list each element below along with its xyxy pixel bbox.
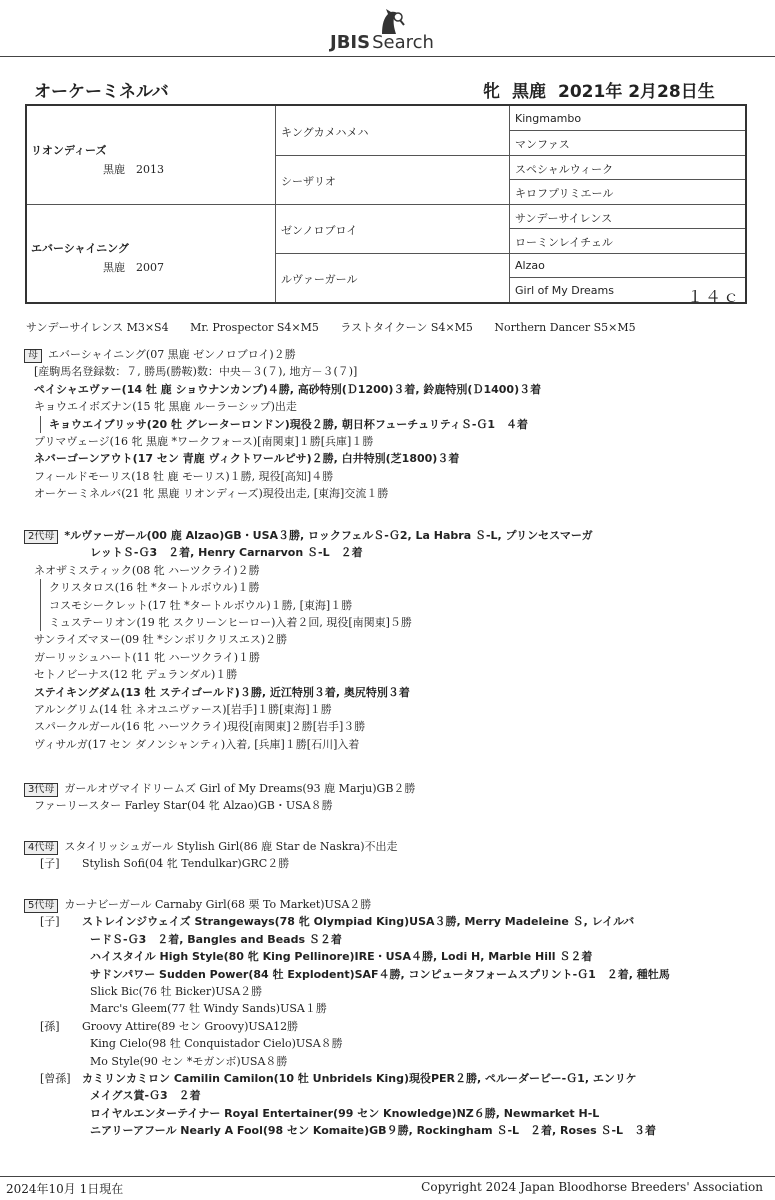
dam-summary: ガールオヴマイドリームズ Girl of My Dreams(93 鹿 Marju)GB２勝 (64, 782, 416, 795)
section-tag: 2代母 (24, 530, 58, 544)
progeny-row: ロイヤルエンターテイナー Royal Entertainer(99 セン Knowledge)NZ６勝, Newmarket H-L (90, 1106, 600, 1120)
progeny-row: ミュステーリオン(19 牝 スクリーンヒーロー)入着２回, 現役[南関東]５勝 (40, 614, 593, 631)
horse-name: オーケーミネルバ (34, 82, 169, 102)
progeny-row: セトノビーナス(12 牝 デュランダル)１勝 (34, 668, 238, 682)
horse-birth: 2021年 2月28日生 (558, 82, 715, 102)
group-label: [子] (40, 915, 60, 929)
ancestor-g3[interactable]: サンデーサイレンス (515, 212, 613, 225)
sire-name: リオンディーズ (31, 144, 107, 157)
progeny-row: ネバーゴーンアウト(17 セン 青鹿 ヴィクトワールピサ)２勝, 白井特別(芝1800)３着 (34, 452, 460, 466)
inbreeding-item: サンデーサイレンス M3×S4 (26, 321, 169, 334)
sire-dam[interactable]: シーザリオ (281, 175, 336, 188)
sire-cell[interactable] (31, 142, 164, 177)
bottom-divider (0, 1176, 775, 1177)
ancestor-g3[interactable]: スペシャルウィーク (515, 163, 614, 176)
dam-sire[interactable]: ゼンノロブロイ (281, 224, 358, 237)
horse-sex: 牝 (483, 82, 500, 102)
inbreeding-line (26, 319, 654, 335)
dam-summary-cont: レットＳ-Ｇ3 ２着, Henry Carnarvon Ｓ-L ２着 (90, 546, 363, 560)
dam-cell[interactable] (31, 240, 164, 275)
dam-summary: *ルヴァーガール(00 鹿 Alzao)GB・USA３勝, ロックフェルＳ-Ｇ2, La Habra Ｓ-L, プリンセスマーガ (64, 529, 593, 542)
as-of-date: 2024年10月 1日現在 (6, 1182, 124, 1196)
group-label: [孫] (40, 1019, 60, 1033)
inbreeding-item: Mr. Prospector S4×M5 (190, 321, 319, 334)
dam-stats: [産駒馬名登録数：７, 勝馬(勝鞍)数：中央－３(７), 地方－３(７)] (34, 365, 358, 379)
copyright: Copyright 2024 Japan Bloodhorse Breeders' Association (421, 1180, 763, 1194)
progeny-row: Slick Bic(76 牡 Bicker)USA２勝 (90, 985, 263, 999)
group-label: [子] (40, 857, 60, 871)
dam-summary: スタイリッシュガール Stylish Girl(86 鹿 Star de Naskra)不出走 (64, 840, 398, 853)
dam-dam[interactable]: ルヴァーガール (281, 273, 358, 286)
section-3rd-dam (24, 780, 415, 815)
progeny-row: キョウエイボズナン(15 牝 黒鹿 ルーラーシップ)出走 (34, 400, 297, 414)
progeny-row: ハイスタイル High Style(80 牝 King Pellinore)IRE・USA４勝, Lodi H, Marble Hill Ｓ２着 (90, 950, 593, 964)
sire-info: 黒鹿 2013 (103, 163, 164, 176)
progeny-row: ストレインジウェイズ Strangeways(78 牝 Olympiad King)USA３勝, Merry Madeleine Ｓ, レイルバ (82, 915, 635, 929)
progeny-row-cont: メイグス賞-Ｇ3 ２着 (90, 1089, 201, 1103)
progeny-row: Marc's Gleem(77 牡 Windy Sands)USA１勝 (90, 1002, 327, 1016)
group-label: [曾孫] (40, 1072, 71, 1086)
progeny-row: ネオザミスティック(08 牝 ハーツクライ)２勝 (34, 563, 260, 577)
inbreeding-item: ラストタイクーン S4×M5 (340, 321, 473, 334)
jbis-logo[interactable] (300, 6, 470, 54)
progeny-row: ガーリッシュハート(11 牝 ハーツクライ)１勝 (34, 650, 261, 664)
progeny-row: サンライズマヌー(09 牡 *シンボリクリスエス)２勝 (34, 633, 288, 647)
inbreeding-item: Northern Dancer S5×M5 (494, 321, 636, 334)
section-tag: 4代母 (24, 841, 58, 855)
progeny-row: ニアリーアフール Nearly A Fool(98 セン Komaite)GB９勝, Rockingham Ｓ-L ２着, Roses Ｓ-L ３着 (90, 1124, 657, 1138)
top-divider (0, 56, 775, 57)
ancestor-g3[interactable]: Girl of My Dreams (515, 284, 614, 297)
progeny-row: Mo Style(90 セン *モガンボ)USA８勝 (90, 1054, 288, 1068)
progeny-row: フィールドモーリス(18 牡 鹿 モーリス)１勝, 現役[高知]４勝 (34, 469, 334, 483)
pedigree-table (25, 104, 747, 304)
progeny-row: Stylish Sofi(04 牝 Tendulkar)GRC２勝 (82, 857, 290, 871)
dam-summary: エバーシャイニング(07 黒鹿 ゼンノロブロイ)２勝 (48, 348, 296, 361)
progeny-row: ファーリースター Farley Star(04 牝 Alzao)GB・USA８勝 (34, 799, 333, 813)
family-number: １４ｃ (686, 287, 741, 306)
progeny-row-cont: ードＳ-Ｇ3 ２着, Bangles and Beads Ｓ２着 (90, 932, 342, 946)
progeny-row: プリマヴェージ(16 牝 黒鹿 *ワークフォース)[南関東]１勝[兵庫]１勝 (34, 435, 374, 449)
section-tag: 3代母 (24, 783, 58, 797)
ancestor-g3[interactable]: ローミンレイチェル (515, 236, 613, 249)
dam-name: エバーシャイニング (31, 242, 129, 255)
ancestor-g3[interactable]: Alzao (515, 259, 545, 272)
section-dam (24, 346, 541, 503)
progeny-row: ヴィサルガ(17 セン ダノンシャンティ)入着, [兵庫]１勝[石川]入着 (34, 737, 360, 751)
horse-info (483, 77, 715, 102)
progeny-row: King Cielo(98 牡 Conquistador Cielo)USA８勝 (90, 1037, 343, 1051)
ancestor-g3[interactable]: マンファス (515, 138, 570, 151)
progeny-row: カミリンカミロン Camilin Camilon(10 牡 Unbridels King)現役PER２勝, ペルーダービー-Ｇ1, エンリケ (82, 1072, 637, 1086)
section-tag: 母 (24, 349, 42, 363)
dam-info: 黒鹿 2007 (103, 261, 164, 274)
ancestor-g3[interactable]: キロフプリミエール (515, 187, 614, 200)
progeny-row: Groovy Attire(89 セン Groovy)USA12勝 (82, 1019, 299, 1033)
horse-color: 黒鹿 (512, 82, 546, 102)
progeny-row: サドンパワー Sudden Power(84 牡 Explodent)SAF４勝, コンピュータフォームスプリント-Ｇ1 ２着, 種牡馬 (90, 967, 670, 981)
progeny-row: オーケーミネルバ(21 牝 黒鹿 リオンディーズ)現役出走, [東海]交流１勝 (34, 487, 389, 501)
sire-sire[interactable]: キングカメハメハ (281, 126, 369, 139)
section-tag: 5代母 (24, 899, 58, 913)
progeny-row: ステイキングダム(13 牡 ステイゴールド)３勝, 近江特別３着, 奥尻特別３着 (34, 685, 410, 699)
ancestor-g3[interactable]: Kingmambo (515, 112, 582, 125)
section-2nd-dam (24, 527, 593, 753)
logo-text: JBIS (330, 32, 371, 53)
section-4th-dam (24, 838, 398, 873)
dam-summary: カーナビーガール Carnaby Girl(68 栗 To Market)USA２勝 (64, 898, 372, 911)
section-5th-dam (24, 896, 670, 1140)
progeny-row: キョウエイブリッサ(20 牡 グレーターロンドン)現役２勝, 朝日杯フューチュリティＳ-Ｇ1 ４着 (40, 416, 541, 433)
progeny-row: アルングリム(14 牡 ネオユニヴァース)[岩手]１勝[東海]１勝 (34, 703, 332, 717)
progeny-row: クリスタロス(16 牡 *タートルボウル)１勝 (40, 579, 593, 596)
progeny-row: コスモシークレット(17 牡 *タートルボウル)１勝, [東海]１勝 (40, 597, 593, 614)
progeny-row: スパークルガール(16 牝 ハーツクライ)現役[南関東]２勝[岩手]３勝 (34, 720, 366, 734)
progeny-row: ペイシャエヴァー(14 牡 鹿 ショウナンカンプ)４勝, 高砂特別(Ｄ1200)３着, 鈴鹿特別(Ｄ1400)３着 (34, 382, 542, 396)
logo-sub: Search (372, 32, 434, 53)
